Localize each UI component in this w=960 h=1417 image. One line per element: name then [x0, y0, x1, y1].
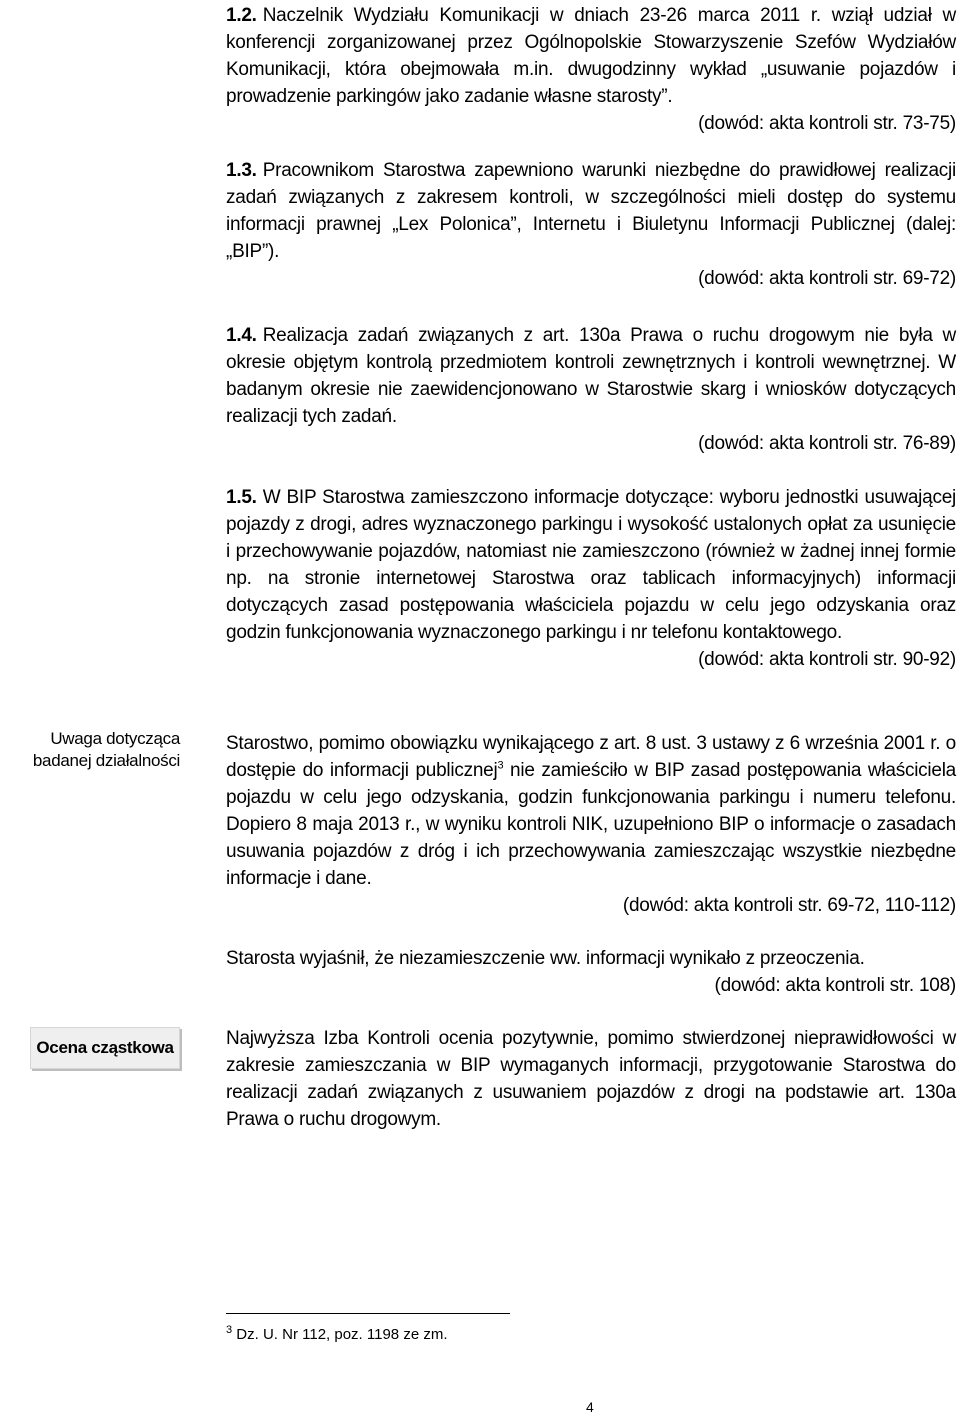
evidence-citation: (dowód: akta kontroli str. 69-72): [698, 268, 956, 289]
footnote-divider: [226, 1313, 510, 1314]
remark-side-label: Uwaga dotycząca badanej działalności: [32, 729, 180, 770]
evidence-citation: (dowód: akta kontroli str. 108): [714, 975, 956, 996]
section-1-3: [226, 157, 956, 292]
assessment-side-label: [30, 1027, 180, 1069]
remark-text-before: Starostwo, pomimo obowiązku wynikającego z art. 8 ust. 3 ustawy z 6 września 2001 r. o dostępie do informacji publicznej: [226, 733, 956, 781]
remark-paragraph: [226, 730, 956, 919]
assessment-text: Najwyższa Izba Kontroli ocenia pozytywnie, pomimo stwierdzonej nieprawidłowości w zakresie zamieszczania w BIP wymaganych informacji, przygotowanie Starostwa do realizacji zadań związanych z usuwaniem pojazdów z drogi na podstawie art. 130a Prawa o ruchu drogowym.: [226, 1028, 956, 1130]
evidence-citation: (dowód: akta kontroli str. 90-92): [698, 649, 956, 670]
assessment-label-text: Ocena cząstkowa: [36, 1038, 174, 1057]
section-number: 1.3.: [226, 160, 257, 181]
assessment-paragraph: [226, 1025, 956, 1133]
remark-text-after: nie zamieściło w BIP zasad postępowania właściciela pojazdu w celu jego odzyskania, godzin funkcjonowania parkingu i numeru telefonu. Dopiero 8 maja 2013 r., w wyniku kontroli NIK, uzupełniono BIP o informacje o zasadach usuwania pojazdów z dróg i ich przechowywania zamieszczając wszystkie niezbędne informacje i dane.: [226, 760, 956, 889]
section-number: 1.4.: [226, 325, 257, 346]
section-text: Pracownikom Starostwa zapewniono warunki niezbędne do prawidłowej realizacji zadań związanych z zakresem kontroli, w szczególności mieli dostęp do systemu informacji prawnej „Lex Polonica”, Internetu i Biuletynu Informacji Publicznej (dalej: „BIP”).: [226, 160, 956, 262]
section-number: 1.5.: [226, 487, 257, 508]
page-number: 4: [586, 1399, 594, 1415]
section-text: W BIP Starostwa zamieszczono informacje dotyczące: wyboru jednostki usuwającej pojazdy z drogi, adres wyznaczonego parkingu i wysokość ustalonych opłat za usunięcie i przechowywanie pojazdów, natomiast nie zamieszczono (również w żadnej innej formie np. na stronie internetowej Starostwa oraz tablicach informacyjnych) informacji dotyczących zasad postępowania właściciela pojazdu w celu jego odzyskania oraz godzin funkcjonowania wyznaczonego parkingu i nr telefonu kontaktowego.: [226, 487, 956, 643]
section-text: Naczelnik Wydziału Komunikacji w dniach 23-26 marca 2011 r. wziął udział w konferencji zorganizowanej przez Ogólnopolskie Stowarzyszenie Szefów Wydziałów Komunikacji, która obejmowała m.in. dwugodzinny wykład „usuwanie pojazdów i prowadzenie parkingów jako zadanie własne starosty”.: [226, 5, 956, 107]
footnote: [226, 1325, 448, 1345]
section-number: 1.2.: [226, 5, 257, 26]
section-1-5: [226, 484, 956, 673]
evidence-citation: (dowód: akta kontroli str. 73-75): [698, 113, 956, 134]
explanation-text: Starosta wyjaśnił, że niezamieszczenie ww. informacji wynikało z przeoczenia.: [226, 948, 865, 969]
evidence-citation: (dowód: akta kontroli str. 76-89): [698, 433, 956, 454]
footnote-text: Dz. U. Nr 112, poz. 1198 ze zm.: [236, 1326, 448, 1343]
section-text: Realizacja zadań związanych z art. 130a Prawa o ruchu drogowym nie była w okresie objętym kontrolą przedmiotem kontroli zewnętrznych i kontroli wewnętrznej. W badanym okresie nie zaewidencjonowano w Starostwie skarg i wniosków dotyczących realizacji tych zadań.: [226, 325, 956, 427]
section-1-2: [226, 2, 956, 137]
footnote-number: 3: [226, 1324, 233, 1336]
section-1-4: [226, 322, 956, 457]
footnote-reference[interactable]: 3: [497, 759, 504, 772]
explanation-paragraph: [226, 945, 956, 999]
evidence-citation: (dowód: akta kontroli str. 69-72, 110-112): [622, 895, 956, 916]
